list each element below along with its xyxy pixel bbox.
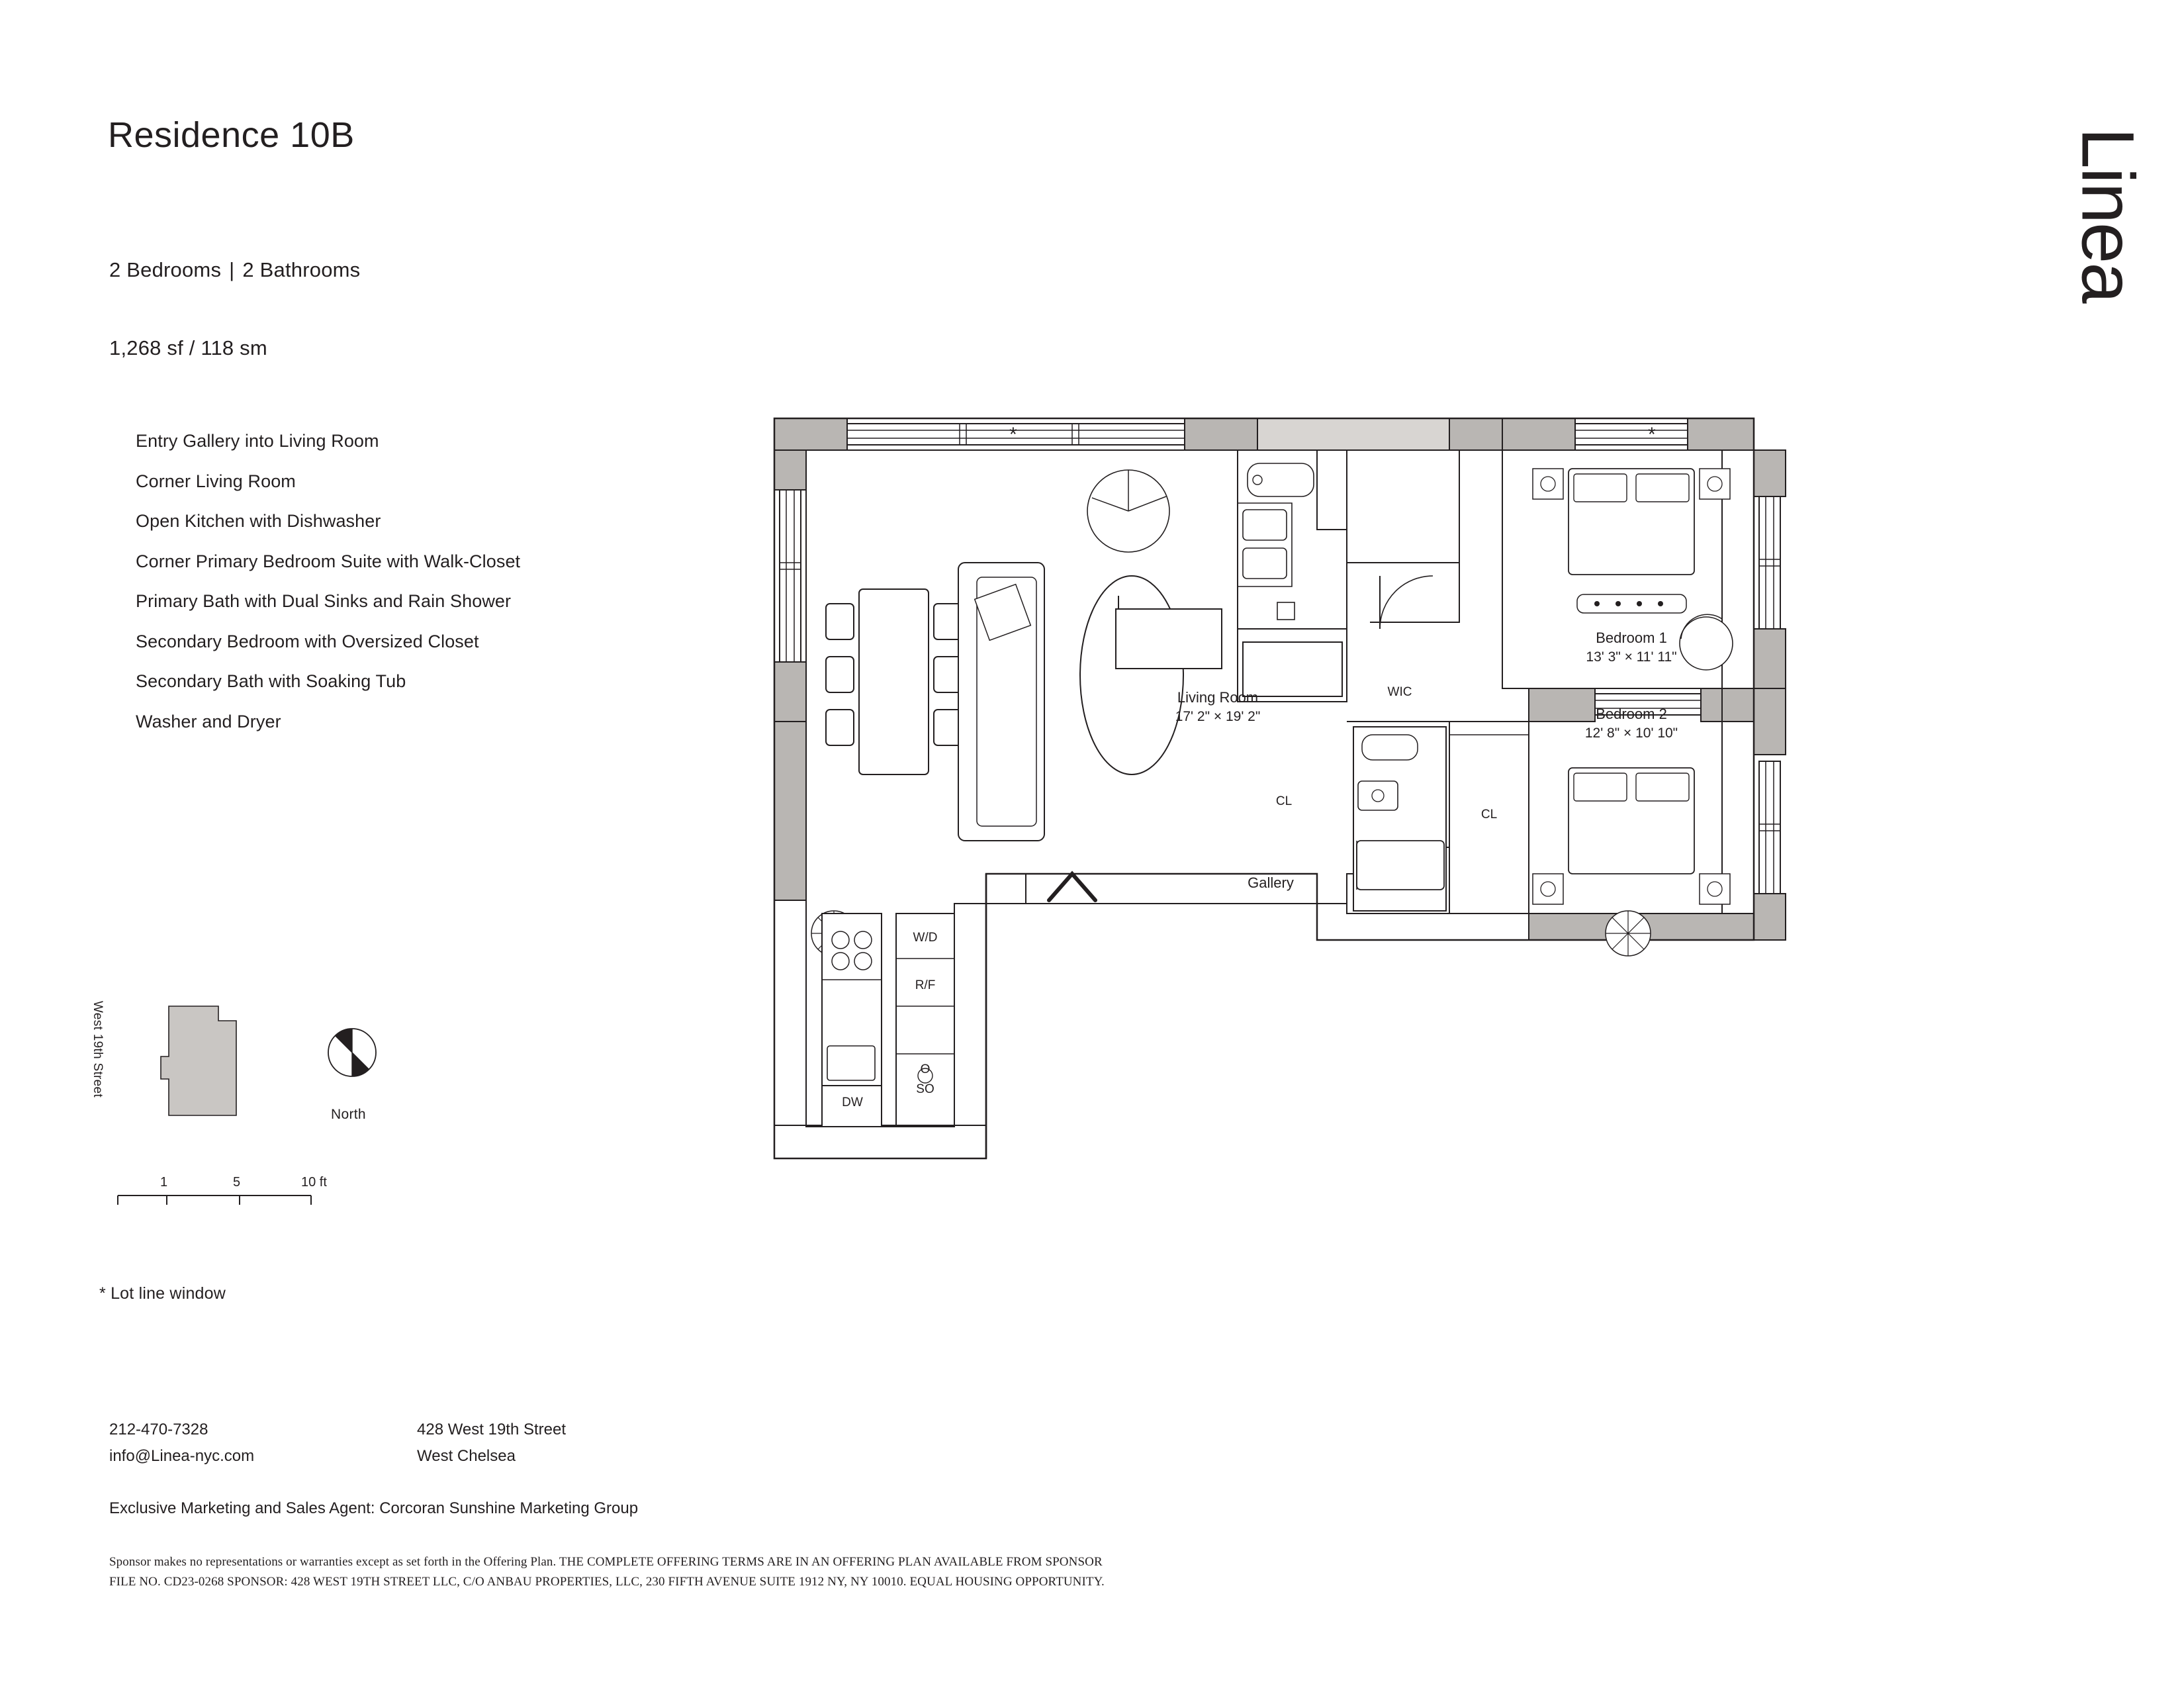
logo-wordmark: Linea bbox=[2066, 127, 2150, 303]
scale-tick-10: 10 ft bbox=[301, 1175, 327, 1190]
footer-legal-line1: Sponsor makes no representations or warranties except as set forth in the Offering Plan. THE COMPLETE OFFERING TERMS ARE IN AN OFFERING PLAN AVAILABLE FROM SPONSOR bbox=[109, 1555, 1103, 1569]
bedroom-2-name: Bedroom 2 bbox=[1596, 706, 1667, 722]
footer-address-line1: 428 West 19th Street bbox=[417, 1421, 567, 1438]
page-title: Residence 10B bbox=[108, 115, 355, 155]
bedroom-1-dimensions: 13' 3" × 11' 11" bbox=[1586, 649, 1677, 665]
unit-summary bbox=[109, 258, 360, 282]
keyplan-street-label: West 19th Street bbox=[91, 1001, 105, 1098]
footer-contact bbox=[109, 1417, 254, 1470]
footer-phone: 212-470-7328 bbox=[109, 1421, 208, 1438]
room-label-wic: WIC bbox=[1387, 685, 1412, 699]
key-plan-diagram bbox=[156, 1000, 248, 1119]
footer-address bbox=[417, 1417, 566, 1470]
bathroom-count: 2 Bathrooms bbox=[242, 258, 361, 281]
footer-legal-line2: FILE NO. CD23-0268 SPONSOR: 428 WEST 19TH STREET LLC, C/O ANBAU PROPERTIES, LLC, 230 FIFTH AVENUE SUITE 1912 NY, NY 10010. EQUAL HOUSING OPPORTUNITY. bbox=[109, 1575, 1105, 1589]
list-item: Corner Living Room bbox=[136, 471, 296, 491]
room-label-bedroom-1 bbox=[1565, 629, 1698, 667]
room-label-living-room bbox=[1145, 688, 1291, 726]
bedroom-1-name: Bedroom 1 bbox=[1596, 630, 1667, 646]
lot-line-footnote: * Lot line window bbox=[99, 1284, 226, 1303]
living-room-dimensions: 17' 2" × 19' 2" bbox=[1175, 709, 1261, 724]
room-label-bedroom-2 bbox=[1565, 705, 1698, 743]
room-label-closet-2: CL bbox=[1480, 808, 1498, 821]
lot-line-marker-right: * bbox=[1648, 424, 1656, 445]
room-label-closet-1: CL bbox=[1275, 794, 1293, 808]
living-room-name: Living Room bbox=[1177, 689, 1259, 706]
footer-email: info@Linea-nyc.com bbox=[109, 1447, 255, 1465]
room-label-gallery: Gallery bbox=[1248, 874, 1294, 891]
list-item: Corner Primary Bedroom Suite with Walk-Closet bbox=[136, 551, 521, 571]
lot-line-marker-left: * bbox=[1009, 424, 1017, 445]
linea-logo bbox=[2065, 86, 2150, 338]
features-list bbox=[109, 421, 731, 741]
list-item: Open Kitchen with Dishwasher bbox=[136, 511, 381, 531]
summary-separator: | bbox=[229, 258, 235, 281]
bedroom-count: 2 Bedrooms bbox=[109, 258, 222, 281]
scale-tick-1: 1 bbox=[160, 1175, 168, 1190]
compass-label: North bbox=[331, 1107, 366, 1122]
list-item: Washer and Dryer bbox=[136, 711, 281, 731]
list-item: Secondary Bedroom with Oversized Closet bbox=[136, 631, 479, 651]
scale-tick-5: 5 bbox=[233, 1175, 241, 1190]
list-item: Entry Gallery into Living Room bbox=[136, 431, 379, 451]
list-item: Primary Bath with Dual Sinks and Rain Shower bbox=[136, 591, 512, 611]
floor-plan-drawing bbox=[748, 410, 2019, 1271]
footer-agent: Exclusive Marketing and Sales Agent: Corcoran Sunshine Marketing Group bbox=[109, 1499, 639, 1517]
bedroom-2-dimensions: 12' 8" × 10' 10" bbox=[1584, 726, 1678, 741]
compass-icon bbox=[322, 1023, 382, 1082]
footer-legal bbox=[109, 1552, 1698, 1592]
appliance-label-oven-bottom: SO bbox=[916, 1082, 934, 1096]
footer-address-line2: West Chelsea bbox=[417, 1447, 516, 1465]
unit-area: 1,268 sf / 118 sm bbox=[109, 336, 267, 359]
scale-bar bbox=[113, 1178, 338, 1225]
appliance-label-refrigerator: R/F bbox=[915, 978, 936, 992]
appliance-label-dishwasher: DW bbox=[842, 1096, 863, 1109]
list-item: Secondary Bath with Soaking Tub bbox=[136, 671, 406, 691]
appliance-label-oven-top: O bbox=[920, 1062, 931, 1076]
appliance-label-washer-dryer: W/D bbox=[913, 931, 938, 945]
